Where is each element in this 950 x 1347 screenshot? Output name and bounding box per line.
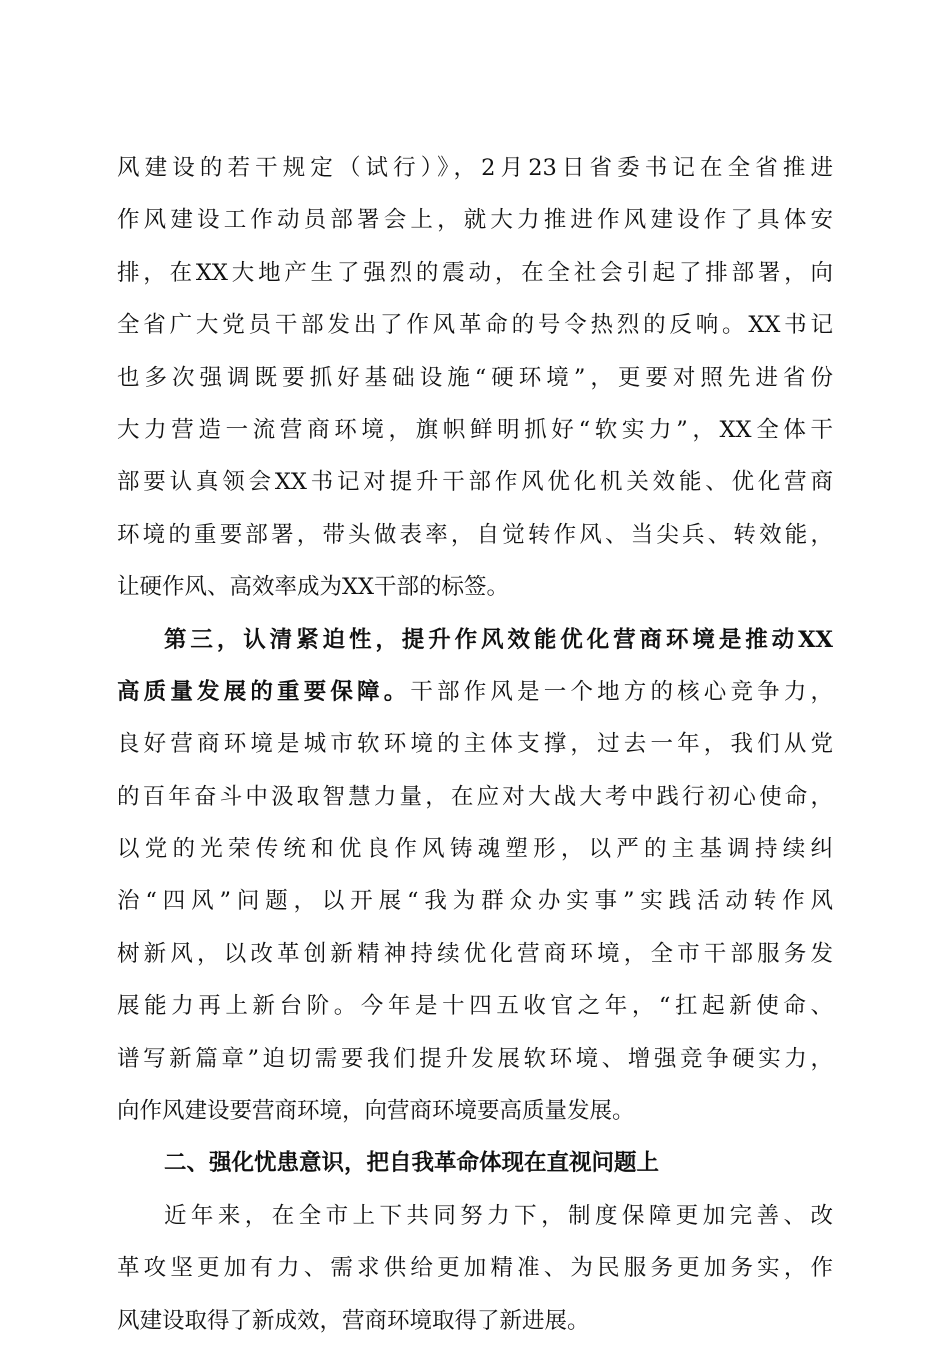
paragraph-3-line-3: 风建设取得了新成效，营商环境取得了新进展。: [117, 1307, 590, 1334]
paragraph-1-line-7: 部要认真领会XX书记对提升干部作风优化机关效能、优化营商: [117, 469, 833, 496]
paragraph-2-line-9: 谱写新篇章”迫切需要我们提升发展软环境、增强竞争硬实力，: [117, 1045, 833, 1072]
paragraph-1-line-4: 全省广大党员干部发出了作风革命的号令热烈的反响。XX书记: [117, 312, 833, 339]
paragraph-2-line-2-rest: 干部作风是一个地方的核心竞争力，: [410, 678, 833, 705]
paragraph-2-line-8: 展能力再上新台阶。今年是十四五收官之年，“扛起新使命、: [117, 993, 833, 1020]
document-body: [117, 142, 833, 1347]
paragraph-2-line-10: 向作风建设要营商环境，向营商环境要高质量发展。: [117, 1098, 635, 1125]
paragraph-2-line-6: 治“四风”问题，以开展“我为群众办实事”实践活动转作风: [117, 888, 833, 915]
paragraph-1-line-3: 排，在XX大地产生了强烈的震动，在全社会引起了排部署，向: [117, 259, 833, 286]
paragraph-1-line-8: 环境的重要部署，带头做表率，自觉转作风、当尖兵、转效能，: [117, 521, 833, 548]
paragraph-2-line-4: 的百年奋斗中汲取智慧力量，在应对大战大考中践行初心使命，: [117, 783, 833, 810]
paragraph-1-line-9: 让硬作风、高效率成为XX干部的标签。: [117, 574, 510, 601]
paragraph-2-line-2: [117, 666, 833, 718]
paragraph-3-line-2: 革攻坚更加有力、需求供给更加精准、为民服务更加务实，作: [117, 1255, 833, 1282]
paragraph-3-line-1: 近年来，在全市上下共同努力下，制度保障更加完善、改: [164, 1202, 833, 1229]
paragraph-2-lead-line-1: 第三，认清紧迫性，提升作风效能优化营商环境是推动XX: [164, 626, 833, 653]
paragraph-2-line-3: 良好营商环境是城市软环境的主体支撑，过去一年，我们从党: [117, 731, 833, 758]
paragraph-1-line-1: 风建设的若干规定（试行）》，2月23日省委书记在全省推进: [117, 155, 833, 181]
paragraph-2-lead-line-2: 高质量发展的重要保障。: [117, 678, 411, 705]
paragraph-2-line-7: 树新风，以改革创新精神持续优化营商环境，全市干部服务发: [117, 940, 833, 967]
paragraph-1-line-2: 作风建设工作动员部署会上，就大力推进作风建设作了具体安: [117, 207, 833, 234]
paragraph-2-line-1: [117, 614, 833, 666]
paragraph-1-line-6: 大力营造一流营商环境，旗帜鲜明抓好“软实力”，XX全体干: [117, 416, 833, 443]
section-heading: 二、强化忧患意识，把自我革命体现在直视问题上: [164, 1150, 660, 1177]
paragraph-1-line-5: 也多次强调既要抓好基础设施“硬环境”，更要对照先进省份: [117, 364, 833, 391]
paragraph-2-line-5: 以党的光荣传统和优良作风铸魂塑形，以严的主基调持续纠: [117, 836, 833, 863]
